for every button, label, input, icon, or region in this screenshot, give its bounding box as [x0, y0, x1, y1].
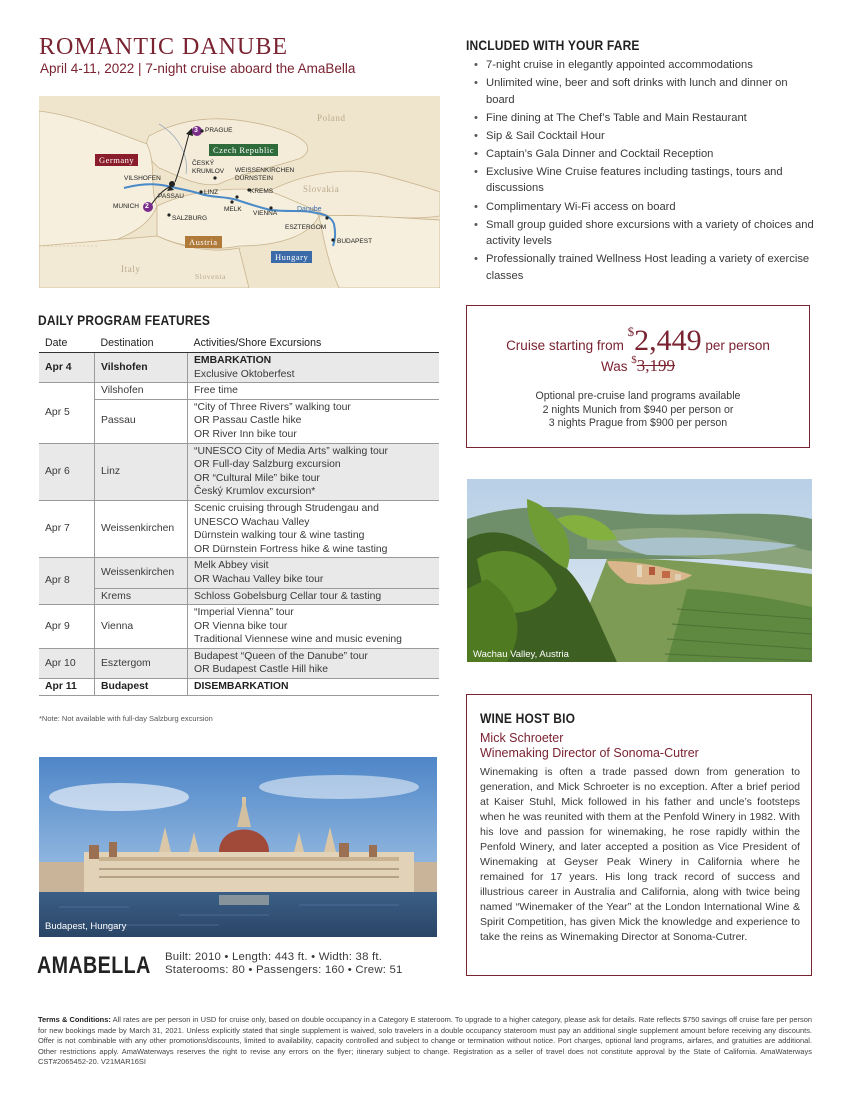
activity-line: OR Full-day Salzburg excursion [194, 459, 341, 471]
price-per-person: per person [705, 338, 770, 353]
activity-line: “UNESCO City of Media Arts” walking tour [194, 445, 389, 457]
row-date: Apr 9 [39, 605, 95, 649]
table-row [39, 399, 439, 443]
list-item: • Sip & Sail Cocktail Hour [470, 128, 815, 145]
row-activities [188, 679, 440, 696]
budapest-photo [39, 757, 437, 937]
row-activities [188, 500, 440, 557]
column-header-activities: Activities/Shore Excursions [188, 335, 440, 353]
city-linz: LINZ [204, 189, 219, 196]
list-item: • Unlimited wine, beer and soft drinks with lunch and dinner on board [470, 75, 815, 108]
table-row [39, 558, 439, 588]
activity-line: Traditional Viennese wine and music evening [194, 634, 402, 646]
row-activities [188, 443, 440, 500]
city-cesky-krumlov: ČESKÝ KRUMLOV [192, 160, 225, 175]
activity-line: Dürnstein walking tour & wine tasting [194, 530, 365, 542]
row-destination: Vienna [95, 605, 188, 649]
activity-line: EMBARKATION [194, 355, 272, 366]
list-item: • Exclusive Wine Cruise features including tastings, tours and discussions [470, 164, 815, 197]
budapest-image [39, 757, 437, 937]
row-date: Apr 7 [39, 500, 95, 557]
table-row [39, 588, 439, 605]
activity-line: OR “Cultural Mile” bike tour [194, 472, 320, 484]
country-label-slovenia: Slovenia [195, 272, 227, 281]
city-krems: KREMS [250, 188, 274, 195]
row-activities [188, 588, 440, 605]
list-item: • Small group guided shore excursions with a variety of choices and activity levels [470, 217, 815, 250]
table-row [39, 500, 439, 557]
city-vilshofen: VILSHOFEN [124, 175, 161, 182]
row-date: Apr 5 [39, 383, 95, 443]
row-destination: Linz [95, 443, 188, 500]
country-badge-germany: Germany [95, 154, 138, 166]
country-label-poland: Poland [317, 113, 346, 123]
wachau-caption: Wachau Valley, Austria [473, 649, 569, 660]
list-item: • Professionally trained Wellness Host leading a variety of exercise classes [470, 251, 815, 284]
ship-specs [165, 951, 403, 977]
column-header-destination: Destination [95, 335, 188, 353]
table-row [39, 605, 439, 649]
row-destination: Budapest [95, 679, 188, 696]
terms-text: All rates are per person in USD for cruise only, based on double occupancy in a Category E stateroom. To upgrade to a higher category, please ask for details. Rate reflects $750 savings off cruise fare per person for new bookings made by March 31, 2021. Unless explicitly stated that single supplement is waived, solo travelers in a double occupancy stateroom must pay an additional single supplement amount before receiving any discounts. Offer is not combinable with any other promotions/discounts, limited to availability, capacity controlled and subject to change or termination without notice. Port charges, optional land programs, airfares, and gratuities are additional. Other restrictions apply. AmaWaterways reserves the right to revise any errors on the flyer; itinerary subject to change. Registration as a seller of travel does not constitute approval by the State of California. AmaWaterways CST#2065452-20. V21MAR16SI [38, 1015, 812, 1066]
was-currency: $ [631, 354, 637, 366]
included-heading: INCLUDED WITH YOUR FARE [466, 37, 640, 53]
activity-line: OR Budapest Castle Hill hike [194, 664, 328, 676]
row-destination: Passau [95, 399, 188, 443]
row-destination: Vilshofen [95, 353, 188, 383]
activity-line: OR Wachau Valley bike tour [194, 573, 324, 585]
marker-3: 3 [194, 127, 198, 134]
row-date: Apr 11 [39, 679, 95, 696]
ship-specs-line: Built: 2010 • Length: 443 ft. • Width: 38 ft. [165, 951, 383, 963]
price-line [467, 324, 809, 358]
terms-and-conditions [38, 1015, 812, 1068]
table-row [39, 648, 439, 678]
row-destination: Weissenkirchen [95, 500, 188, 557]
row-date: Apr 4 [39, 353, 95, 383]
price-currency: $ [627, 324, 635, 339]
list-item: • Captain’s Gala Dinner and Cocktail Reception [470, 146, 815, 163]
page-title: ROMANTIC DANUBE [39, 34, 288, 60]
activity-line: Free time [194, 385, 238, 397]
city-vienna: VIENNA [253, 210, 278, 217]
city-salzburg: SALZBURG [172, 215, 208, 222]
country-label-slovakia: Slovakia [303, 184, 340, 194]
price-starting-label: Cruise starting from [506, 338, 624, 353]
activity-line: Český Krumlov excursion* [194, 486, 316, 498]
column-header-date: Date [39, 335, 95, 353]
marker-2: 2 [145, 203, 149, 210]
route-map [39, 96, 440, 288]
list-item: • 7-night cruise in elegantly appointed accommodations [470, 57, 815, 74]
activity-line: UNESCO Wachau Valley [194, 516, 310, 528]
row-date: Apr 10 [39, 648, 95, 678]
wine-host-bio: Winemaking is often a trade passed down from generation to generation, and Mick Schroeter is no exception. After a brief period at Kaiser Stuhl, Mick followed in his father and uncle’s footsteps when he was reunited with them at the Penfold Winery in 1982. With his love and passion for winemaking, he rose rapidly within the Penfold Winery, and later accepted a position as Vice President of Winemaking at Geyser Peak Winery in California where he remained for 17 years. His long track record of success and illustrious career in Australia and California, along with twice being named “Winemaker of the Year” at the London International Wine & Spirit Competition, has given Mick the knowledge and experience to take the reins as Winemaking Director at Sonoma-Cutrer. [480, 766, 800, 943]
row-activities [188, 399, 440, 443]
program-table [39, 335, 439, 696]
city-munich: MUNICH [113, 203, 139, 210]
wine-host-role: Winemaking Director of Sonoma-Cutrer [480, 746, 699, 760]
program-heading: DAILY PROGRAM FEATURES [38, 312, 211, 328]
city-prague: PRAGUE [205, 127, 233, 134]
was-price: 3,199 [636, 356, 675, 375]
activity-line: Exclusive Oktoberfest [194, 368, 295, 380]
optional-programs [467, 390, 809, 431]
ship-name: AMABELLA [37, 952, 151, 979]
activity-line: “Imperial Vienna” tour [194, 607, 294, 619]
river-label: Danube [297, 206, 322, 213]
city-esztergom: ESZTERGOM [285, 224, 327, 231]
table-header-row [39, 335, 439, 353]
city-melk: MELK [224, 206, 242, 213]
activity-line: Schloss Gobelsburg Cellar tour & tasting [194, 590, 382, 602]
optional-line: 3 nights Prague from $900 per person [548, 417, 728, 429]
ship-specs-line: Staterooms: 80 • Passengers: 160 • Crew: 51 [165, 964, 403, 976]
country-badge-czech: Czech Republic [209, 144, 278, 156]
city-budapest: BUDAPEST [337, 238, 373, 245]
row-date: Apr 8 [39, 558, 95, 605]
price-box [466, 305, 810, 448]
wine-host-name: Mick Schroeter [480, 731, 564, 745]
included-list [470, 57, 815, 286]
table-row [39, 353, 439, 383]
row-destination: Weissenkirchen [95, 558, 188, 588]
city-passau: PASSAU [158, 193, 184, 200]
table-row [39, 443, 439, 500]
activity-line: “City of Three Rivers” walking tour [194, 401, 351, 413]
city-weissenkirchen: WEISSENKIRCHEN DÜRNSTEIN [235, 167, 295, 182]
row-activities [188, 383, 440, 400]
terms-label: Terms & Conditions: [38, 1015, 111, 1024]
was-label: Was [600, 359, 628, 374]
map-graphic [39, 96, 440, 288]
table-row [39, 383, 439, 400]
price-amount: 2,449 [634, 324, 702, 357]
list-item: • Complimentary Wi-Fi access on board [470, 199, 815, 216]
country-label-italy: Italy [121, 264, 141, 274]
activity-line: Budapest “Queen of the Danube” tour [194, 650, 368, 662]
optional-line: Optional pre-cruise land programs available [535, 390, 741, 402]
program-footnote: *Note: Not available with full-day Salzburg excursion [39, 714, 213, 723]
row-activities [188, 605, 440, 649]
wine-host-heading: WINE HOST BIO [480, 710, 576, 726]
country-badge-austria: Austria [185, 236, 222, 248]
wachau-photo [467, 479, 812, 662]
optional-line: 2 nights Munich from $940 per person or [542, 403, 734, 416]
activity-line: DISEMBARKATION [194, 681, 289, 693]
row-date: Apr 6 [39, 443, 95, 500]
activity-line: Scenic cruising through Strudengau and [194, 502, 379, 514]
wachau-image [467, 479, 812, 662]
activity-line: OR Passau Castle hike [194, 415, 302, 427]
page-subtitle: April 4-11, 2022 | 7-night cruise aboard the AmaBella [40, 61, 356, 76]
budapest-caption: Budapest, Hungary [45, 921, 127, 932]
table-row [39, 679, 439, 696]
country-badge-hungary: Hungary [271, 251, 312, 263]
activity-line: OR Dürnstein Fortress hike & wine tasting [194, 543, 388, 555]
activity-line: OR River Inn bike tour [194, 428, 297, 440]
activity-line: OR Vienna bike tour [194, 620, 288, 632]
row-activities [188, 558, 440, 588]
row-destination: Esztergom [95, 648, 188, 678]
row-destination: Vilshofen [95, 383, 188, 400]
list-item: • Fine dining at The Chef’s Table and Main Restaurant [470, 110, 815, 127]
row-activities [188, 648, 440, 678]
activity-line: Melk Abbey visit [194, 560, 269, 572]
row-destination: Krems [95, 588, 188, 605]
row-activities [188, 353, 440, 383]
